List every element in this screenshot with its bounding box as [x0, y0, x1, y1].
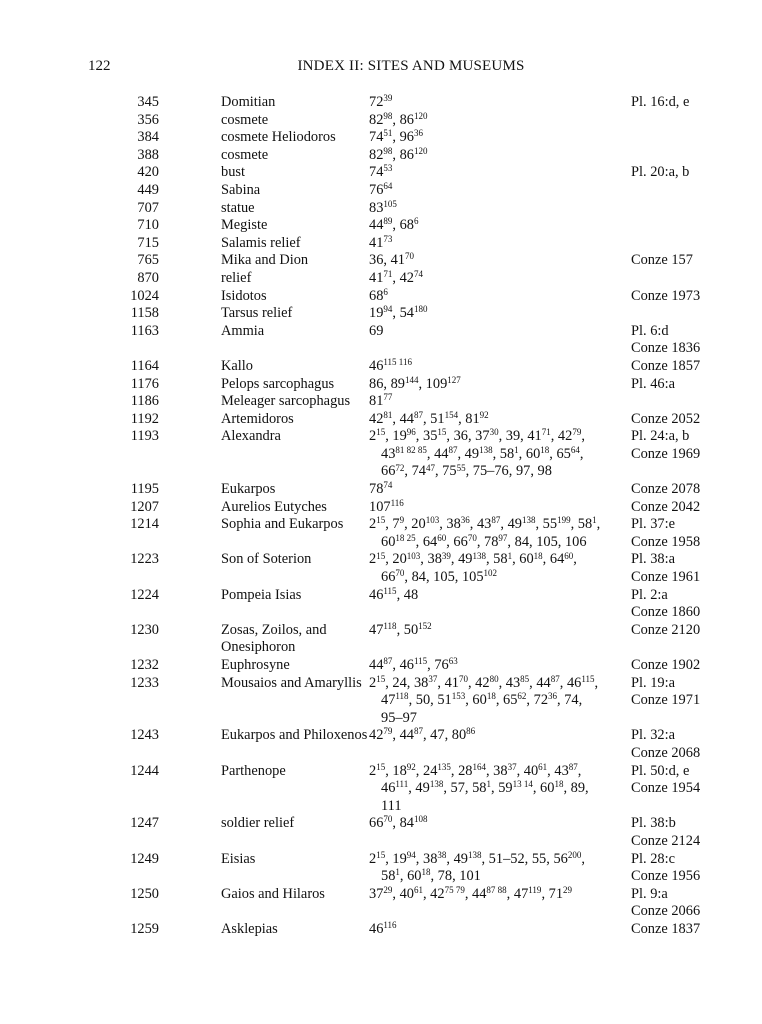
reference-line: $74^{51}$, $96^{36}$: [369, 128, 423, 146]
reference-line: 95–97: [381, 709, 417, 726]
reference-line: $83^{105}$: [369, 198, 397, 216]
entry-references: [369, 622, 631, 640]
entry-name: [221, 428, 369, 446]
plate-reference: Conze 1857: [631, 357, 701, 374]
reference-line: $82^{98}$, $86^{120}$: [369, 110, 428, 128]
index-entry: [0, 886, 762, 921]
entry-name-line: Meleager sarcophagus: [221, 393, 351, 410]
index-entry: [0, 763, 762, 816]
entry-number: 384: [137, 129, 159, 146]
entry-references: [369, 147, 631, 165]
index-entry: [0, 270, 762, 288]
entry-name: [221, 270, 369, 288]
index-entry: [0, 727, 762, 762]
plate-reference: Pl. 6:d: [631, 322, 669, 339]
reference-line: $66^{72}$, $74^{47}$, $75^{55}$, 75–76, 97, 98: [381, 462, 552, 480]
plate-reference: Conze 1956: [631, 868, 701, 885]
index-entry: [0, 376, 762, 394]
entry-name-line: cosmete: [221, 146, 269, 163]
entry-references: [369, 763, 631, 816]
entry-name-line: Domitian: [221, 94, 276, 110]
entry-name-line: Megiste: [221, 217, 268, 234]
entry-plates: [631, 164, 751, 182]
reference-line: $2^{15}$, $20^{103}$, $38^{39}$, $49^{138}$, $58^1$, $60^{18}$, $64^{60}$,: [369, 550, 577, 568]
entry-name: [221, 147, 369, 165]
reference-line: $44^{87}$, $46^{115}$, $76^{63}$: [369, 656, 458, 673]
entry-name: [221, 252, 369, 270]
plate-reference: Conze 1836: [631, 340, 701, 357]
entry-plates: [631, 481, 751, 499]
reference-line: $37^{29}$, $40^{61}$, $42^{75 79}$, $44^{87 88}$, $47^{119}$, $71^{29}$: [369, 884, 573, 902]
reference-line: $74^{53}$: [369, 163, 393, 181]
entry-number: 1192: [130, 410, 159, 427]
entry-name: [221, 235, 369, 253]
entry-number: 1207: [130, 498, 159, 515]
entry-number: 1249: [130, 850, 159, 867]
entry-name: [221, 94, 369, 112]
plate-reference: Pl. 37:e: [631, 516, 675, 533]
entry-plates: [631, 94, 751, 112]
entry-name-line: bust: [221, 164, 245, 181]
entry-references: [369, 499, 631, 517]
plate-reference: Conze 2124: [631, 832, 701, 849]
entry-number: 1158: [130, 305, 159, 322]
plate-reference: Conze 1902: [631, 657, 701, 673]
entry-number: 1243: [130, 727, 159, 744]
entry-name-line: Onesiphoron: [221, 639, 296, 656]
reference-line: $19^{94}$, $54^{180}$: [369, 304, 428, 322]
plate-reference: Pl. 16:d, e: [631, 94, 690, 110]
reference-line: $68^6$: [369, 286, 388, 304]
entry-name-line: Pelops sarcophagus: [221, 375, 335, 392]
entry-name: [221, 376, 369, 394]
entry-number: 1244: [130, 762, 159, 779]
entry-references: [369, 851, 631, 886]
entry-plates: [631, 587, 751, 622]
entry-name: [221, 481, 369, 499]
entry-references: [369, 358, 631, 376]
entry-references: [369, 411, 631, 429]
reference-line: $72^{39}$: [369, 93, 393, 110]
entry-name: [221, 587, 369, 605]
entry-number: 1193: [130, 428, 159, 445]
entry-references: [369, 551, 631, 586]
entry-name: [221, 358, 369, 376]
entry-number: 1233: [130, 674, 159, 691]
entry-name-line: relief: [221, 269, 252, 286]
index-entry: [0, 129, 762, 147]
entry-plates: [631, 675, 751, 710]
entry-name-line: Eisias: [221, 850, 256, 867]
entry-plates: [631, 921, 751, 939]
entry-name-line: Tarsus relief: [221, 305, 293, 322]
entry-plates: [631, 323, 751, 358]
entry-references: [369, 164, 631, 182]
reference-line: $47^{118}$, 50, $51^{153}$, $60^{18}$, $65^{62}$, $72^{36}$, 74,: [381, 691, 583, 709]
entry-name-line: Parthenope: [221, 762, 286, 779]
entry-name-line: Pompeia Isias: [221, 586, 302, 603]
reference-line: $82^{98}$, $86^{120}$: [369, 145, 428, 163]
reference-line: $2^{15}$, $19^{94}$, $38^{38}$, $49^{138}$, 51–52, 55, $56^{200}$,: [369, 849, 585, 867]
entry-number: 1214: [130, 516, 159, 533]
reference-line: $2^{15}$, $18^{92}$, $24^{135}$, $28^{164}$, $38^{37}$, $40^{61}$, $43^{87}$,: [369, 761, 582, 779]
reference-line: 36, $41^{70}$: [369, 251, 414, 269]
index-entry: [0, 235, 762, 253]
index-entry: [0, 675, 762, 728]
reference-line: $41^{73}$: [369, 233, 393, 251]
plate-reference: Conze 1973: [631, 287, 701, 304]
entry-name: [221, 393, 369, 411]
plate-reference: Conze 157: [631, 252, 693, 269]
reference-line: $60^{18 25}$, $64^{60}$, $66^{70}$, $78^{97}$, 84, 105, 106: [381, 532, 587, 550]
entry-name: [221, 129, 369, 147]
reference-line: $46^{115}$, 48: [369, 585, 419, 603]
entry-name: [221, 763, 369, 781]
entry-name: [221, 323, 369, 341]
entry-references: [369, 112, 631, 130]
entry-name: [221, 182, 369, 200]
entry-references: [369, 727, 631, 745]
entry-name: [221, 551, 369, 569]
plate-reference: Pl. 24:a, b: [631, 428, 690, 445]
entry-name-line: Sabina: [221, 181, 261, 198]
entry-plates: [631, 288, 751, 306]
entry-number: 1024: [130, 287, 159, 304]
entry-plates: [631, 376, 751, 394]
reference-line: $76^{64}$: [369, 181, 393, 198]
reference-line: $44^{89}$, $68^6$: [369, 216, 419, 234]
plate-reference: Pl. 32:a: [631, 727, 675, 744]
entry-references: [369, 657, 631, 675]
index-entry: [0, 499, 762, 517]
entry-plates: [631, 763, 751, 798]
entry-number: 710: [137, 217, 159, 234]
entry-name: [221, 851, 369, 869]
entry-references: [369, 129, 631, 147]
index-entry: [0, 851, 762, 886]
entry-number: 1259: [130, 920, 159, 937]
entry-plates: [631, 886, 751, 921]
entry-plates: [631, 657, 751, 675]
entry-references: [369, 815, 631, 833]
entry-name-line: Mousaios and Amaryllis: [221, 674, 362, 691]
entry-number: 1176: [130, 375, 159, 392]
entry-name: [221, 622, 369, 657]
reference-line: $42^{81}$, $44^{87}$, $51^{154}$, $81^{92}$: [369, 409, 489, 427]
plate-reference: Pl. 50:d, e: [631, 762, 690, 779]
entry-name-line: Euphrosyne: [221, 657, 290, 673]
entry-name-line: soldier relief: [221, 815, 295, 832]
reference-line: $78^{74}$: [369, 480, 393, 498]
reference-line: $41^{71}$, $42^{74}$: [369, 269, 423, 286]
entry-references: [369, 886, 631, 904]
entry-references: [369, 921, 631, 939]
entry-number: 345: [137, 94, 159, 110]
index-entry: [0, 516, 762, 551]
plate-reference: Conze 1971: [631, 692, 701, 709]
plate-reference: Pl. 2:a: [631, 586, 668, 603]
index-entries: [0, 94, 762, 939]
entry-name: [221, 305, 369, 323]
entry-plates: [631, 622, 751, 640]
reference-line: $46^{116}$: [369, 919, 397, 937]
running-title: INDEX II: SITES AND MUSEUMS: [297, 58, 525, 74]
reference-line: $2^{15}$, 24, $38^{37}$, $41^{70}$, $42^{80}$, $43^{85}$, $44^{87}$, $46^{115}$,: [369, 673, 599, 691]
entry-number: 1163: [130, 322, 159, 339]
entry-plates: [631, 499, 751, 517]
index-entry: [0, 358, 762, 376]
entry-number: 1224: [130, 586, 159, 603]
entry-name-line: statue: [221, 199, 255, 216]
reference-line: $43^{81 82 85}$, $44^{87}$, $49^{138}$, $58^1$, $60^{18}$, $65^{64}$,: [381, 444, 584, 462]
entry-name: [221, 727, 369, 745]
entry-name: [221, 886, 369, 904]
entry-name-line: Kallo: [221, 357, 253, 374]
entry-references: [369, 252, 631, 270]
reference-line: $46^{111}$, $49^{138}$, 57, $58^1$, $59^{13 14}$, $60^{18}$, 89,: [381, 779, 589, 797]
entry-number: 1250: [130, 885, 159, 902]
reference-line: 111: [381, 797, 402, 814]
entry-number: 1247: [130, 815, 159, 832]
entry-number: 1223: [130, 551, 159, 568]
entry-plates: [631, 551, 751, 586]
entry-number: 420: [137, 164, 159, 181]
entry-references: [369, 288, 631, 306]
index-entry: [0, 481, 762, 499]
entry-name: [221, 921, 369, 939]
entry-name: [221, 112, 369, 130]
index-entry: [0, 305, 762, 323]
plate-reference: Conze 1837: [631, 920, 701, 937]
entry-name-line: Artemidoros: [221, 410, 294, 427]
entry-name: [221, 675, 369, 693]
index-entry: [0, 288, 762, 306]
entry-number: 1232: [130, 657, 159, 673]
reference-line: $2^{15}$, $7^9$, $20^{103}$, $38^{36}$, $43^{87}$, $49^{138}$, $55^{199}$, $58^1$,: [369, 515, 601, 533]
entry-name-line: Son of Soterion: [221, 551, 312, 568]
entry-number: 1164: [130, 357, 159, 374]
plate-reference: Conze 1860: [631, 604, 701, 621]
entry-number: 715: [137, 234, 159, 251]
plate-reference: Pl. 46:a: [631, 375, 675, 392]
entry-name-line: Aurelios Eutyches: [221, 498, 327, 515]
entry-number: 356: [137, 111, 159, 128]
index-entry: [0, 921, 762, 939]
entry-references: [369, 217, 631, 235]
entry-plates: [631, 252, 751, 270]
entry-name-line: Gaios and Hilaros: [221, 885, 325, 902]
index-entry: [0, 411, 762, 429]
entry-plates: [631, 727, 751, 762]
entry-number: 1195: [130, 481, 159, 498]
index-entry: [0, 815, 762, 850]
entry-name: [221, 200, 369, 218]
page-header: [0, 56, 762, 80]
plate-reference: Conze 1969: [631, 445, 701, 462]
index-entry: [0, 393, 762, 411]
entry-name-line: Asklepias: [221, 920, 278, 937]
entry-number: 707: [137, 199, 159, 216]
plate-reference: Conze 2120: [631, 621, 701, 638]
entry-references: [369, 516, 631, 551]
entry-plates: [631, 516, 751, 551]
entry-number: 870: [137, 269, 159, 286]
entry-references: [369, 675, 631, 728]
entry-references: [369, 305, 631, 323]
entry-name-line: Zosas, Zoilos, and: [221, 621, 327, 638]
plate-reference: Conze 2042: [631, 498, 701, 515]
entry-name: [221, 288, 369, 306]
entry-plates: [631, 815, 751, 850]
reference-line: 69: [369, 322, 384, 339]
index-entry: [0, 622, 762, 657]
entry-references: [369, 428, 631, 481]
entry-name-line: Ammia: [221, 322, 265, 339]
entry-name-line: cosmete Heliodoros: [221, 129, 336, 146]
reference-line: $42^{79}$, $44^{87}$, 47, $80^{86}$: [369, 726, 476, 744]
entry-plates: [631, 851, 751, 886]
index-entry: [0, 164, 762, 182]
entry-references: [369, 376, 631, 394]
reference-line: 86, $89^{144}$, $109^{127}$: [369, 374, 461, 392]
entry-name-line: Alexandra: [221, 428, 281, 445]
plate-reference: Conze 2066: [631, 903, 701, 920]
entry-references: [369, 235, 631, 253]
entry-name: [221, 164, 369, 182]
reference-line: $46^{115 116}$: [369, 356, 412, 374]
index-entry: [0, 551, 762, 586]
reference-line: $2^{15}$, $19^{96}$, $35^{15}$, 36, $37^{30}$, 39, $41^{71}$, $42^{79}$,: [369, 427, 585, 445]
entry-references: [369, 323, 631, 341]
plate-reference: Pl. 19:a: [631, 674, 675, 691]
entry-references: [369, 200, 631, 218]
entry-plates: [631, 428, 751, 463]
entry-plates: [631, 358, 751, 376]
entry-references: [369, 393, 631, 411]
index-entry: [0, 147, 762, 165]
entry-name: [221, 815, 369, 833]
entry-name: [221, 411, 369, 429]
index-entry: [0, 657, 762, 675]
entry-references: [369, 587, 631, 605]
reference-line: $47^{118}$, $50^{152}$: [369, 620, 432, 638]
plate-reference: Conze 2068: [631, 744, 701, 761]
entry-number: 1186: [130, 393, 159, 410]
entry-name-line: Isidotos: [221, 287, 267, 304]
entry-name-line: Mika and Dion: [221, 252, 309, 269]
entry-references: [369, 270, 631, 288]
plate-reference: Conze 1954: [631, 780, 701, 797]
plate-reference: Conze 1958: [631, 533, 701, 550]
entry-name: [221, 499, 369, 517]
plate-reference: Pl. 9:a: [631, 885, 668, 902]
index-entry: [0, 252, 762, 270]
index-entry: [0, 182, 762, 200]
entry-number: 765: [137, 252, 159, 269]
entry-number: 1230: [130, 621, 159, 638]
entry-name: [221, 217, 369, 235]
index-entry: [0, 428, 762, 481]
index-entry: [0, 112, 762, 130]
entry-name-line: Sophia and Eukarpos: [221, 516, 344, 533]
entry-name-line: Eukarpos: [221, 481, 276, 498]
reference-line: $66^{70}$, $84^{108}$: [369, 814, 428, 832]
page-number: 122: [88, 58, 111, 74]
entry-name: [221, 657, 369, 675]
plate-reference: Pl. 28:c: [631, 850, 675, 867]
reference-line: $81^{77}$: [369, 392, 393, 410]
index-entry: [0, 587, 762, 622]
plate-reference: Pl. 38:b: [631, 815, 676, 832]
entry-name: [221, 516, 369, 534]
reference-line: $107^{116}$: [369, 497, 404, 515]
entry-number: 388: [137, 146, 159, 163]
plate-reference: Pl. 20:a, b: [631, 164, 690, 181]
plate-reference: Conze 1961: [631, 569, 701, 586]
index-entry: [0, 94, 762, 112]
plate-reference: Conze 2052: [631, 410, 701, 427]
index-entry: [0, 200, 762, 218]
entry-name-line: cosmete: [221, 111, 269, 128]
reference-line: $66^{70}$, 84, 105, $105^{102}$: [381, 568, 498, 586]
entry-references: [369, 94, 631, 112]
index-entry: [0, 217, 762, 235]
entry-references: [369, 182, 631, 200]
entry-plates: [631, 411, 751, 429]
plate-reference: Conze 2078: [631, 481, 701, 498]
index-entry: [0, 323, 762, 358]
entry-number: 449: [137, 181, 159, 198]
entry-name-line: Salamis relief: [221, 234, 301, 251]
plate-reference: Pl. 38:a: [631, 551, 675, 568]
entry-name-line: Eukarpos and Philoxenos: [221, 727, 368, 744]
reference-line: $58^1$, $60^{18}$, 78, 101: [381, 867, 481, 885]
entry-references: [369, 481, 631, 499]
